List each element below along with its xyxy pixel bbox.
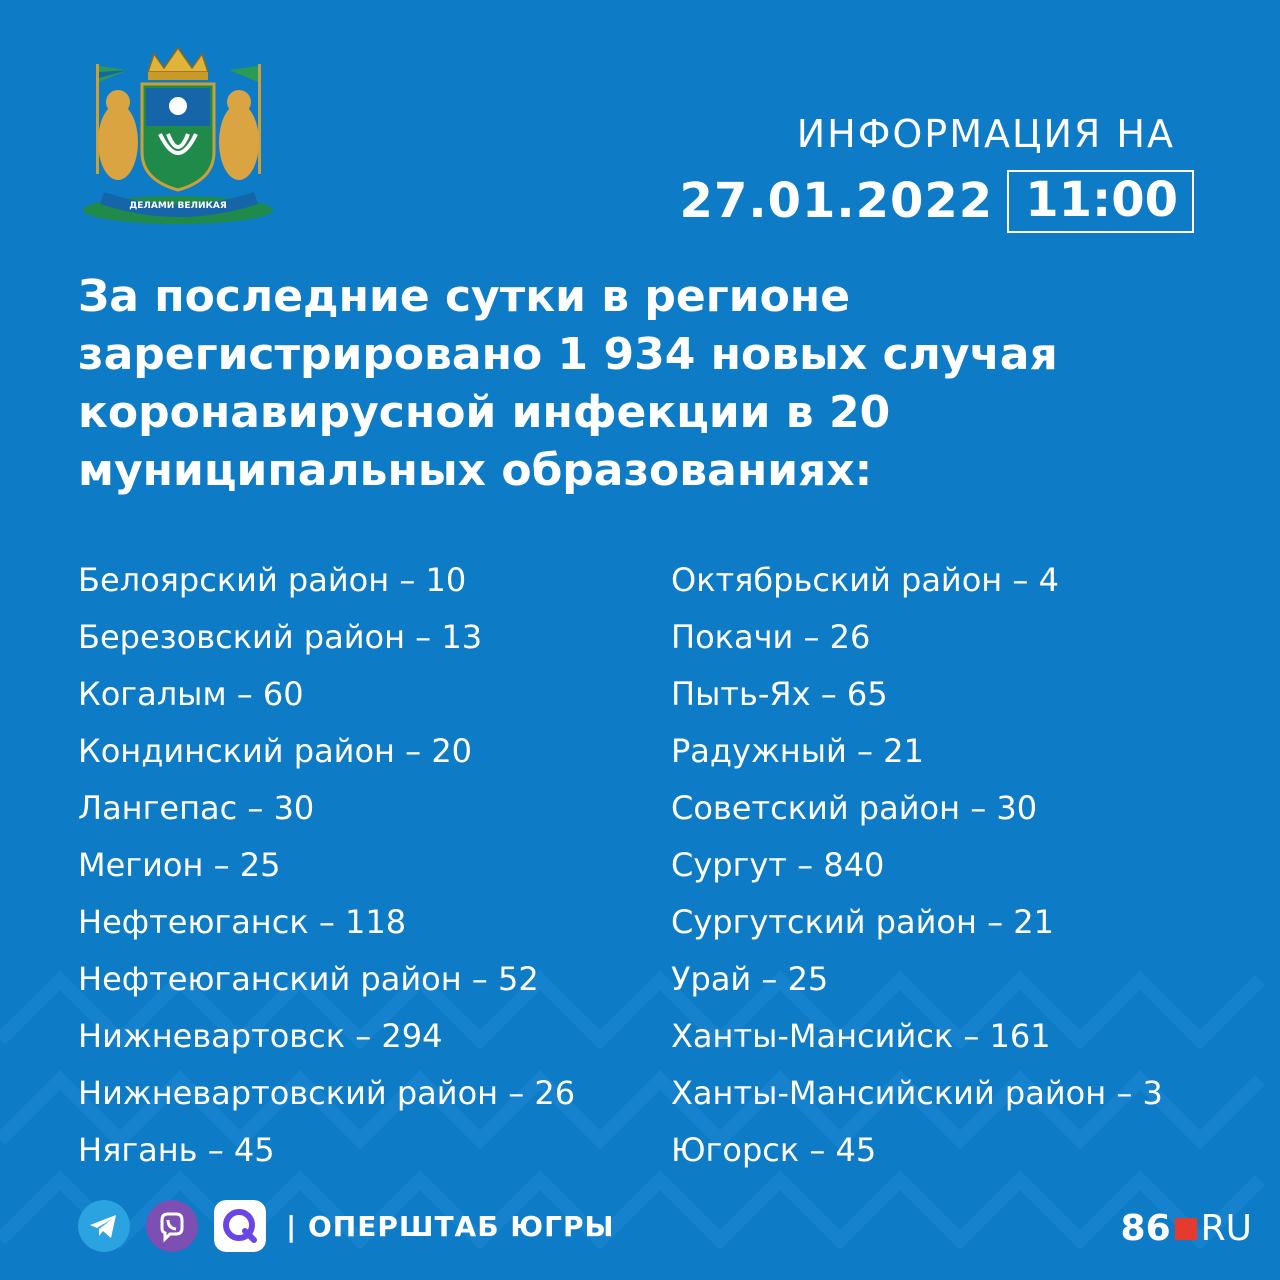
brand-square-icon [1175, 1218, 1197, 1240]
emblem-motto: ДЕЛАМИ ВЕЛИКАЯ [129, 201, 227, 211]
list-item: Радужный – 21 [671, 732, 924, 770]
list-item: Урай – 25 [671, 960, 829, 998]
list-item: Нижневартовск – 294 [78, 1017, 443, 1055]
list-item: Пыть-Ях – 65 [671, 675, 888, 713]
list-item: Белоярский район – 10 [78, 561, 467, 599]
yandex-q-icon[interactable] [214, 1200, 266, 1252]
operational-headquarters-label: | ОПЕРШТАБ ЮГРЫ [286, 1209, 615, 1243]
report-date: 27.01.2022 [679, 173, 994, 230]
social-links [78, 1200, 615, 1252]
brand-logo [1121, 1208, 1252, 1249]
list-item: Нефтеюганский район – 52 [78, 960, 539, 998]
list-item: Ханты-Мансийский район – 3 [671, 1074, 1163, 1112]
municipality-list-left [78, 552, 575, 1179]
list-item: Покачи – 26 [671, 618, 871, 656]
list-item: Мегион – 25 [78, 846, 281, 884]
brand-suffix: RU [1200, 1208, 1252, 1249]
municipality-list-right [671, 552, 1163, 1179]
list-item: Сургут – 840 [671, 846, 885, 884]
list-item: Нефтеюганск – 118 [78, 903, 407, 941]
headline: За последние сутки в регионе зарегистрировано 1 934 новых случая коронавирусной инфекции в 20 муниципальных образованиях: [78, 271, 1058, 496]
report-time: 11:00 [1007, 170, 1194, 233]
list-item: Югорск – 45 [671, 1131, 877, 1169]
info-date-label: ИНФОРМАЦИЯ НА [796, 112, 1175, 156]
list-item: Нягань – 45 [78, 1131, 275, 1169]
list-item: Октябрьский район – 4 [671, 561, 1059, 599]
list-item: Лангепас – 30 [78, 789, 315, 827]
list-item: Нижневартовский район – 26 [78, 1074, 576, 1112]
viber-icon[interactable] [146, 1200, 198, 1252]
list-item: Сургутский район – 21 [671, 903, 1054, 941]
coat-of-arms-emblem [76, 42, 281, 227]
list-item: Советский район – 30 [671, 789, 1038, 827]
list-item: Кондинский район – 20 [78, 732, 473, 770]
list-item: Когалым – 60 [78, 675, 304, 713]
list-item: Березовский район – 13 [78, 618, 483, 656]
date-time-row [680, 170, 1194, 233]
list-item: Ханты-Мансийск – 161 [671, 1017, 1051, 1055]
telegram-icon[interactable] [78, 1200, 130, 1252]
brand-number: 86 [1120, 1208, 1171, 1249]
